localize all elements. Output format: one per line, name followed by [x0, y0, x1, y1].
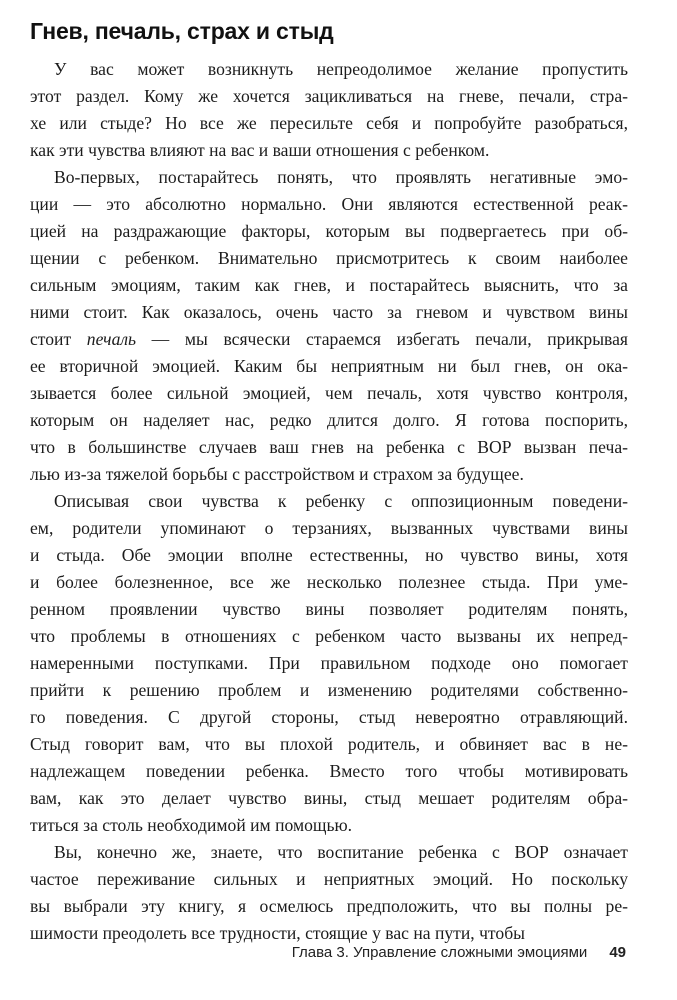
text-line: и более болезненное, все же несколько полезнее стыда. При уме-	[30, 572, 628, 592]
text-line: лью из-за тяжелой борьбы с расстройством и страхом за будущее.	[30, 464, 524, 484]
text-line: У вас может возникнуть непреодолимое желание пропустить	[54, 59, 628, 79]
text-line: титься за столь необходимой им помощью.	[30, 815, 353, 835]
text-line: прийти к решению проблем и изменению родителями собственно-	[30, 680, 628, 700]
text-line: сильным эмоциям, таким как гнев, и постарайтесь выяснить, что за	[30, 275, 628, 295]
text-line: вы выбрали эту книгу, я осмелюсь предположить, что вы полны ре-	[30, 896, 628, 916]
text-line: намеренными поступками. При правильном подходе оно помогает	[30, 653, 628, 673]
text-line: частое переживание сильных и неприятных эмоций. Но поскольку	[30, 869, 628, 889]
text-line: что в большинстве случаев ваш гнев на ребенка с ВОР вызван печа-	[30, 437, 628, 457]
text-line: ними стоит. Как оказалось, очень часто за гневом и чувством вины	[30, 302, 628, 322]
text-line: надлежащем поведении ребенка. Вместо того чтобы мотивировать	[30, 761, 628, 781]
text-line: этот раздел. Кому же хочется зацикливаться на гневе, печали, стра-	[30, 86, 628, 106]
text-line: и стыда. Обе эмоции вполне естественны, но чувство вины, хотя	[30, 545, 628, 565]
text-line: ее вторичной эмоцией. Каким бы неприятным ни был гнев, он ока-	[30, 356, 628, 376]
text-line: которым он наделяет нас, редко длится долго. Я готова поспорить,	[30, 410, 628, 430]
text-line: стоит печаль — мы всячески стараемся избегать печали, прикрывая	[30, 329, 628, 349]
text-line: хе или стыде? Но все же пересильте себя и попробуйте разобраться,	[30, 113, 628, 133]
text-line: зывается более сильной эмоцией, чем печаль, хотя чувство контроля,	[30, 383, 628, 403]
paragraph	[30, 164, 628, 488]
page-number: 49	[609, 944, 626, 961]
text-line: ции — это абсолютно нормально. Они являются естественной реак-	[30, 194, 628, 214]
text-line: Описывая свои чувства к ребенку с оппозиционным поведени-	[54, 491, 628, 511]
text-line: шимости преодолеть все трудности, стоящие у вас на пути, чтобы	[30, 923, 525, 943]
page-footer	[292, 944, 626, 961]
paragraph	[30, 488, 628, 839]
text-line: Вы, конечно же, знаете, что воспитание ребенка с ВОР означает	[54, 842, 628, 862]
text-line: что проблемы в отношениях с ребенком часто вызваны их непред-	[30, 626, 628, 646]
text-line: щении с ребенком. Внимательно присмотритесь к своим наиболее	[30, 248, 628, 268]
body-text	[30, 56, 628, 947]
text-line: ем, родители упоминают о терзаниях, вызванных чувствами вины	[30, 518, 628, 538]
section-heading: Гнев, печаль, страх и стыд	[30, 18, 334, 44]
text-line: цией на раздражающие факторы, которым вы подвергаетесь при об-	[30, 221, 628, 241]
running-footer-chapter: Глава 3. Управление сложными эмоциями	[291, 944, 588, 961]
text-line: вам, как это делает чувство вины, стыд мешает родителям обра-	[30, 788, 628, 808]
text-line: как эти чувства влияют на вас и ваши отношения с ребенком.	[30, 140, 490, 160]
paragraph	[30, 56, 628, 164]
paragraph	[30, 839, 628, 947]
text-line: го поведения. С другой стороны, стыд невероятно отравляющий.	[30, 707, 628, 727]
emphasized-word: печаль	[86, 329, 137, 349]
text-line: Стыд говорит вам, что вы плохой родитель, и обвиняет вас в не-	[30, 734, 628, 754]
text-line: Во-первых, постарайтесь понять, что проявлять негативные эмо-	[54, 167, 628, 187]
text-line: ренном проявлении чувство вины позволяет родителям понять,	[30, 599, 628, 619]
